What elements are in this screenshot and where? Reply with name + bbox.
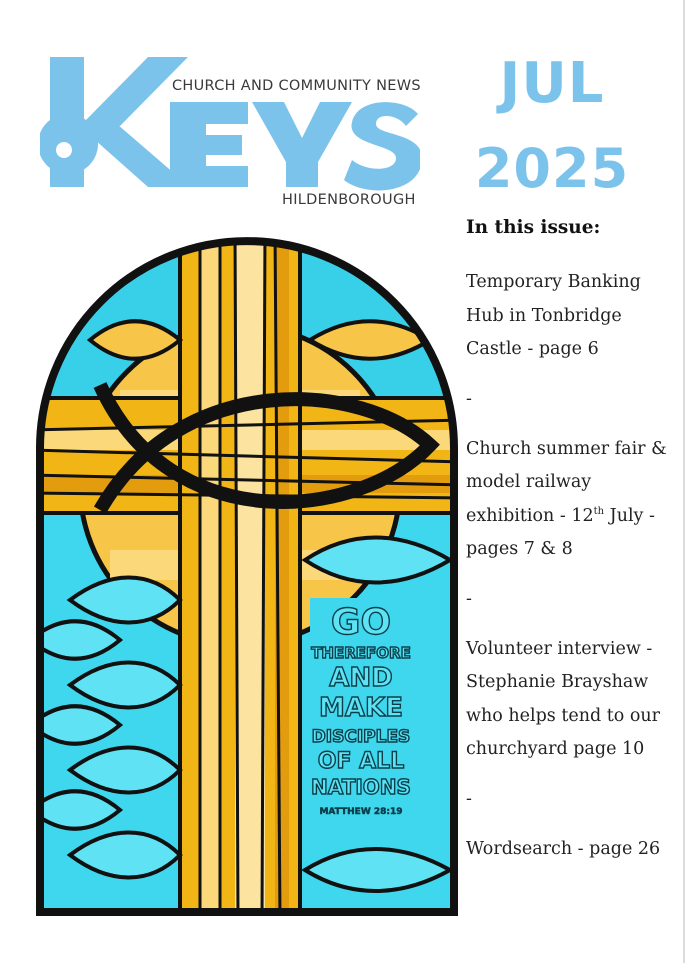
tagline: CHURCH AND COMMUNITY NEWS [172,78,421,94]
contents-item: Wordsearch - page 26 [466,838,661,859]
scripture-line: DISCIPLES [311,727,411,747]
separator: - [466,788,472,809]
contents-item: Volunteer interview - Stephanie Brayshaw who helps tend to our churchyard page 10 [466,638,661,759]
issue-year: 2025 [474,137,630,200]
contents-item: Temporary Banking Hub in Tonbridge Castle - page 6 [466,272,641,359]
contents-panel [466,214,676,866]
scripture-line: OF ALL [317,749,405,774]
stained-glass-window [30,230,464,916]
contents-item: Church summer fair & model railway exhibition - 12th July - pages 7 & 8 [466,438,667,559]
keys-logo [40,52,420,212]
issue-month: JUL [499,51,605,116]
place-name: HILDENBOROUGH [282,192,416,208]
scripture-reference: MATTHEW 28:19 [319,807,403,817]
scripture-line: MAKE [319,693,403,723]
scripture-line: AND [329,663,393,693]
scripture-line: GO [330,602,392,643]
key-hole [56,142,72,158]
contents-heading: In this issue: [466,217,601,238]
separator: - [466,588,472,609]
scripture-line: NATIONS [311,775,411,799]
separator: - [466,388,472,409]
scripture-line: THEREFORE [311,644,411,662]
